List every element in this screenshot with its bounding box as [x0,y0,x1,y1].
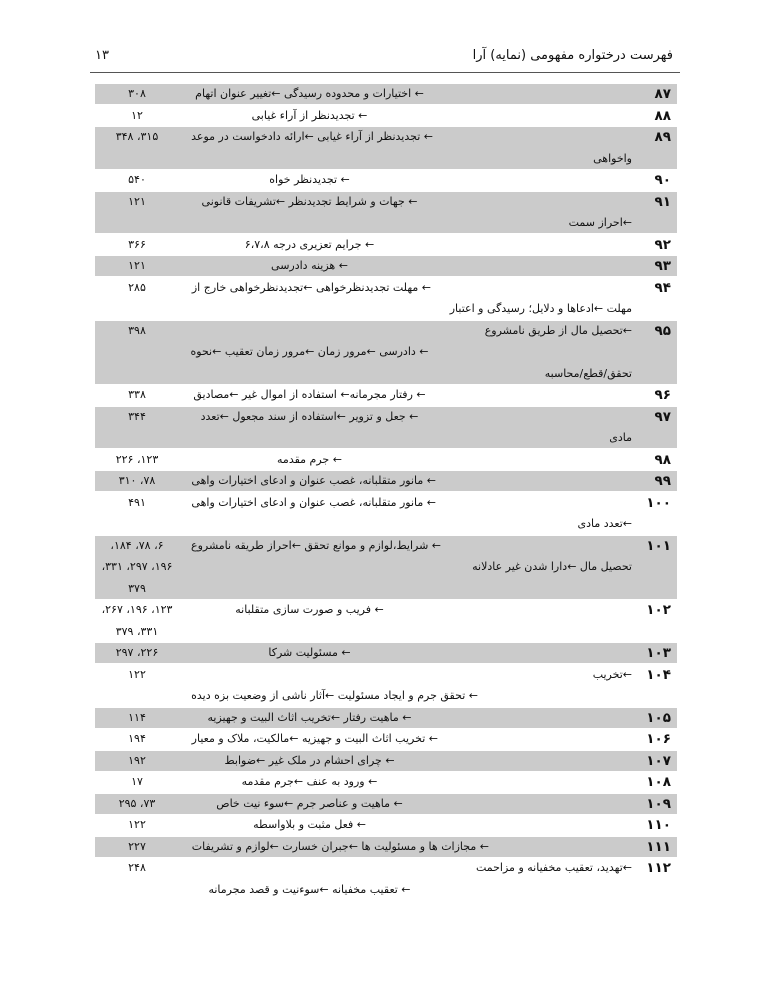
entry-concept-path: تحصیل مال ←دارا شدن غیر عادلانه [472,560,632,573]
entry-concept-path: ← مانور متقلبانه، غصب عنوان و ادعای اختیارات واهی [191,495,436,509]
entry-page-refs: ۴۹۱ [128,495,146,509]
entry-page-refs: ۱۲۱ [128,259,146,272]
entry-number: ۸۷ [654,86,671,102]
entry-page-refs: ۳۷۹ [128,581,146,595]
table-row [95,471,677,491]
table-row [95,837,677,857]
entry-number: ۱۱۰ [646,817,671,833]
table-row [95,643,677,663]
entry-concept-path: مادی [609,431,632,444]
table-row [95,708,677,728]
entry-concept-path: ← تجدیدنظر از آراء غیابی ←ارائه دادخواست در موعد [191,130,433,143]
entry-page-refs: ۶، ۷۸، ۱۸۴، [110,538,164,552]
table-row [95,321,677,384]
entry-concept-path: ← تجدیدنظر از آراء غیابی [251,108,368,122]
entry-page-refs: ۱۷ [131,775,143,788]
table-row [95,84,677,104]
table-row [95,751,677,771]
entry-concept-path: ← دادرسی ←مرور زمان ←مرور زمان تعقیب ←نحوه [190,345,429,358]
entry-concept-path: ←تحصیل مال از طریق نامشروع [484,323,632,337]
entry-concept-path: ←تخریب [592,667,632,681]
entry-page-refs: ۱۲۲ [128,818,146,831]
entry-concept-path: ←تعدد مادی [577,517,632,530]
entry-concept-path: ← تعقیب مخفیانه ←سوءنیت و قصد مجرمانه [208,882,411,896]
table-row [95,235,677,255]
table-row [95,127,677,169]
entry-concept-path: ← چرای احشام در ملک غیر ←ضوابط [224,753,395,767]
index-table [95,84,677,901]
page-number: ۱۳ [95,48,109,63]
entry-concept-path: ← ماهیت رفتار ←تخریب اثاث البیت و جهیزیه [207,710,412,724]
table-row [95,192,677,234]
entry-number: ۱۰۰ [646,494,671,511]
entry-concept-path: ← تحقق جرم و ایجاد مسئولیت ←آثار ناشی از وضعیت بزه دیده [191,689,478,702]
entry-number: ۹۷ [654,408,671,425]
header-rule [90,72,680,73]
entry-concept-path: ← مهلت تجدیدنظرخواهی ←تجدیدنظرخواهی خارج از [191,280,431,294]
running-header-title: فهرست درختواره مفهومی (نمایه) آرا [472,48,673,63]
table-row [95,407,677,449]
entry-number: ۱۰۲ [646,602,671,618]
entry-number: ۹۱ [654,193,671,210]
entry-page-refs: ۳۱۵، ۳۴۸ [115,130,159,143]
entry-page-refs: ۳۰۸ [128,87,146,100]
entry-number: ۹۰ [654,172,671,188]
entry-number: ۱۱۱ [646,838,671,855]
entry-concept-path: ← رفتار مجرمانه← استفاده از اموال غیر ←مصادیق [193,388,426,401]
entry-concept-path: ← جعل و تزویر ←استفاده از سند مجعول ←تعدد [200,409,419,423]
entry-number: ۱۰۸ [646,774,671,790]
entry-page-refs: ۱۲۱ [128,194,146,208]
entry-concept-path: ← تجدیدنظر خواه [269,173,350,186]
entry-concept-path: ←احراز سمت [568,216,632,229]
table-row [95,170,677,190]
entry-concept-path: واخواهی [593,151,632,165]
table-row [95,278,677,320]
entry-concept-path: ← فعل مثبت و بلاواسطه [253,818,366,831]
entry-concept-path: ← تخریب اثاث البیت و جهیزیه ←مالکیت، ملاک و معیار [191,732,438,745]
entry-page-refs: ۳۴۴ [128,409,146,423]
entry-number: ۱۱۲ [646,860,671,876]
entry-page-refs: ۷۳، ۲۹۵ [118,796,156,810]
entry-number: ۹۹ [654,473,671,489]
entry-concept-path: ← شرایط،لوازم و موانع تحقق ←احراز طریقه نامشروع [191,538,441,552]
entry-concept-path: ← جهات و شرایط تجدیدنظر ←تشریفات قانونی [201,194,418,208]
entry-number: ۱۰۹ [646,795,671,812]
entry-page-refs: ۱۲۳، ۲۲۶ [115,452,159,466]
entry-page-refs: ۲۲۷ [128,839,146,853]
entry-concept-path: مهلت ←ادعاها و دلایل؛ رسیدگی و اعتبار [449,302,632,315]
table-row [95,815,677,835]
entry-number: ۱۰۳ [646,645,671,661]
entry-page-refs: ۱۲۳، ۱۹۶، ۲۶۷، [101,603,173,616]
table-row [95,794,677,814]
entry-page-refs: ۲۴۸ [128,861,146,874]
entry-number: ۸۸ [654,107,671,124]
entry-number: ۱۰۴ [646,666,671,683]
table-row [95,600,677,642]
entry-number: ۹۴ [654,279,671,296]
entry-page-refs: ۱۹۶، ۲۹۷، ۳۳۱، [101,560,173,573]
entry-page-refs: ۲۲۶، ۲۹۷ [115,646,159,659]
entry-page-refs: ۵۴۰ [128,173,146,186]
entry-concept-path: ← ورود به عنف ←جرم مقدمه [241,775,378,788]
table-row [95,729,677,749]
entry-number: ۱۰۷ [646,752,671,769]
entry-concept-path: ← مجازات ها و مسئولیت ها ←جبران خسارت ←لوازم و تشریفات [191,839,489,853]
table-row [95,536,677,599]
entry-number: ۱۰۱ [646,537,671,554]
entry-concept-path: ← مسئولیت شرکا [268,646,351,659]
entry-concept-path: ← اختیارات و محدوده رسیدگی ←تغییر عنوان اتهام [195,87,424,100]
entry-number: ۹۳ [654,258,671,274]
table-row [95,450,677,470]
entry-concept-path: ← ماهیت و عناصر جرم ←سوء نیت خاص [216,796,403,810]
entry-concept-path: ← فریب و صورت سازی متقلبانه [235,603,384,616]
entry-number: ۹۵ [654,322,671,339]
entry-number: ۹۸ [654,451,671,468]
entry-page-refs: ۳۳۱، ۳۷۹ [115,624,159,638]
entry-concept-path: ← جرایم تعزیری درجه ۶،۷،۸ [244,237,375,251]
table-row [95,858,677,900]
entry-page-refs: ۳۶۶ [128,237,146,251]
entry-page-refs: ۱۱۴ [128,710,146,724]
entry-page-refs: ۲۸۵ [128,280,146,294]
entry-number: ۱۰۶ [646,731,671,747]
entry-page-refs: ۷۸، ۳۱۰ [118,474,156,487]
table-row [95,256,677,276]
entry-page-refs: ۳۳۸ [128,388,146,401]
entry-concept-path: ←تهدید، تعقیب مخفیانه و مزاحمت [475,861,632,874]
table-row [95,106,677,126]
table-row [95,665,677,707]
entry-number: ۹۲ [654,236,671,253]
table-row [95,493,677,535]
entry-concept-path: ← مانور متقلبانه، غصب عنوان و ادعای اختیارات واهی [191,474,436,487]
entry-number: ۸۹ [654,129,671,145]
entry-number: ۱۰۵ [646,709,671,726]
table-row [95,385,677,405]
entry-page-refs: ۱۹۲ [128,753,146,767]
entry-page-refs: ۳۹۸ [128,323,146,337]
entry-page-refs: ۱۲ [131,108,143,122]
entry-page-refs: ۱۲۲ [128,667,146,681]
entry-concept-path: تحقق/قطع/محاسبه [544,366,632,380]
table-row [95,772,677,792]
entry-page-refs: ۱۹۴ [128,732,146,745]
entry-number: ۹۶ [654,387,671,403]
entry-concept-path: ← هزینه دادرسی [271,259,348,272]
entry-concept-path: ← جرم مقدمه [277,452,342,466]
